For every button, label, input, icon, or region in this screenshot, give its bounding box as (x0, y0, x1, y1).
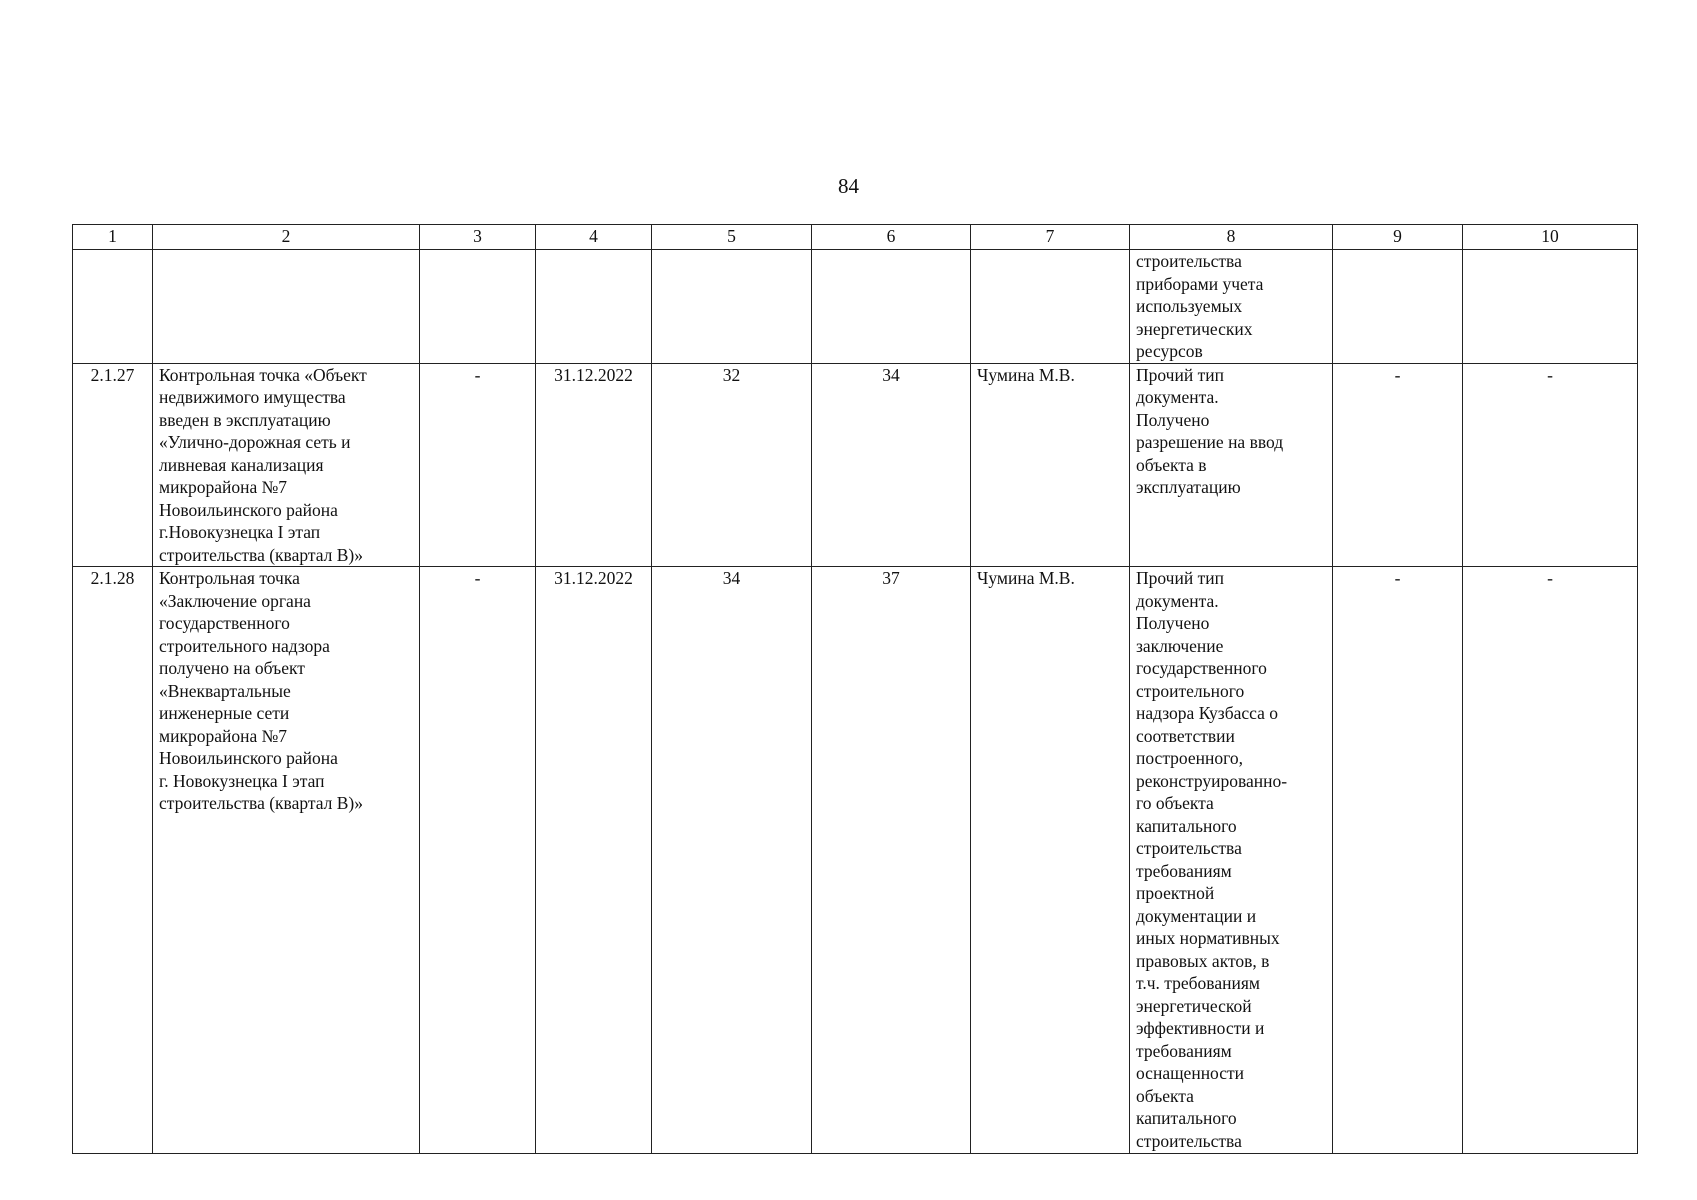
column-number: 3 (420, 225, 536, 250)
cell-col3: - (420, 567, 536, 1154)
cell-col5: 32 (652, 363, 812, 567)
column-number: 5 (652, 225, 812, 250)
cell-col5 (652, 250, 812, 364)
responsible-cell: Чумина М.В. (971, 567, 1130, 1154)
column-number: 8 (1130, 225, 1333, 250)
item-name-cell: Контрольная точка «Заключение органа государственного строительного надзора получено на объект «Внеквартальные инженерные сети микрорайона №7 Новоильинского района г. Новокузнецка I этап строительства (квартал В)» (153, 567, 420, 1154)
cell-col10 (1463, 250, 1638, 364)
cell-col3: - (420, 363, 536, 567)
cell-col10: - (1463, 363, 1638, 567)
item-number-cell (73, 250, 153, 364)
column-number: 7 (971, 225, 1130, 250)
result-cell: строительства приборами учета используемых энергетических ресурсов (1130, 250, 1333, 364)
date-cell: 31.12.2022 (536, 567, 652, 1154)
cell-col10: - (1463, 567, 1638, 1154)
table-row (73, 567, 1638, 1154)
responsible-cell: Чумина М.В. (971, 363, 1130, 567)
column-number: 4 (536, 225, 652, 250)
cell-col9 (1333, 250, 1463, 364)
column-number: 9 (1333, 225, 1463, 250)
cell-col9: - (1333, 363, 1463, 567)
result-cell: Прочий тип документа. Получено разрешение на ввод объекта в эксплуатацию (1130, 363, 1333, 567)
table-row (73, 250, 1638, 364)
item-name-cell (153, 250, 420, 364)
cell-col3 (420, 250, 536, 364)
cell-col6: 37 (812, 567, 971, 1154)
result-cell: Прочий тип документа. Получено заключение государственного строительного надзора Кузбасса о соответствии построенного, реконструированно- го объекта капитального строительства требованиям проектной документации и иных нормативных правовых актов, в т.ч. требованиям энергетической эффективности и требованиям оснащенности объекта капитального строительства (1130, 567, 1333, 1154)
column-number: 1 (73, 225, 153, 250)
cell-col5: 34 (652, 567, 812, 1154)
page-number: 84 (838, 174, 859, 198)
column-number: 2 (153, 225, 420, 250)
item-number-cell: 2.1.28 (73, 567, 153, 1154)
cell-col6: 34 (812, 363, 971, 567)
item-name-cell: Контрольная точка «Объект недвижимого имущества введен в эксплуатацию «Улично-дорожная сеть и ливневая канализация микрорайона №7 Новоильинского района г.Новокузнецка I этап строительства (квартал В)» (153, 363, 420, 567)
date-cell: 31.12.2022 (536, 363, 652, 567)
cell-col9: - (1333, 567, 1463, 1154)
table-row (73, 363, 1638, 567)
plan-table (72, 224, 1638, 1154)
responsible-cell (971, 250, 1130, 364)
cell-col6 (812, 250, 971, 364)
date-cell (536, 250, 652, 364)
column-number: 6 (812, 225, 971, 250)
column-number: 10 (1463, 225, 1638, 250)
column-number-row (73, 225, 1638, 250)
item-number-cell: 2.1.27 (73, 363, 153, 567)
